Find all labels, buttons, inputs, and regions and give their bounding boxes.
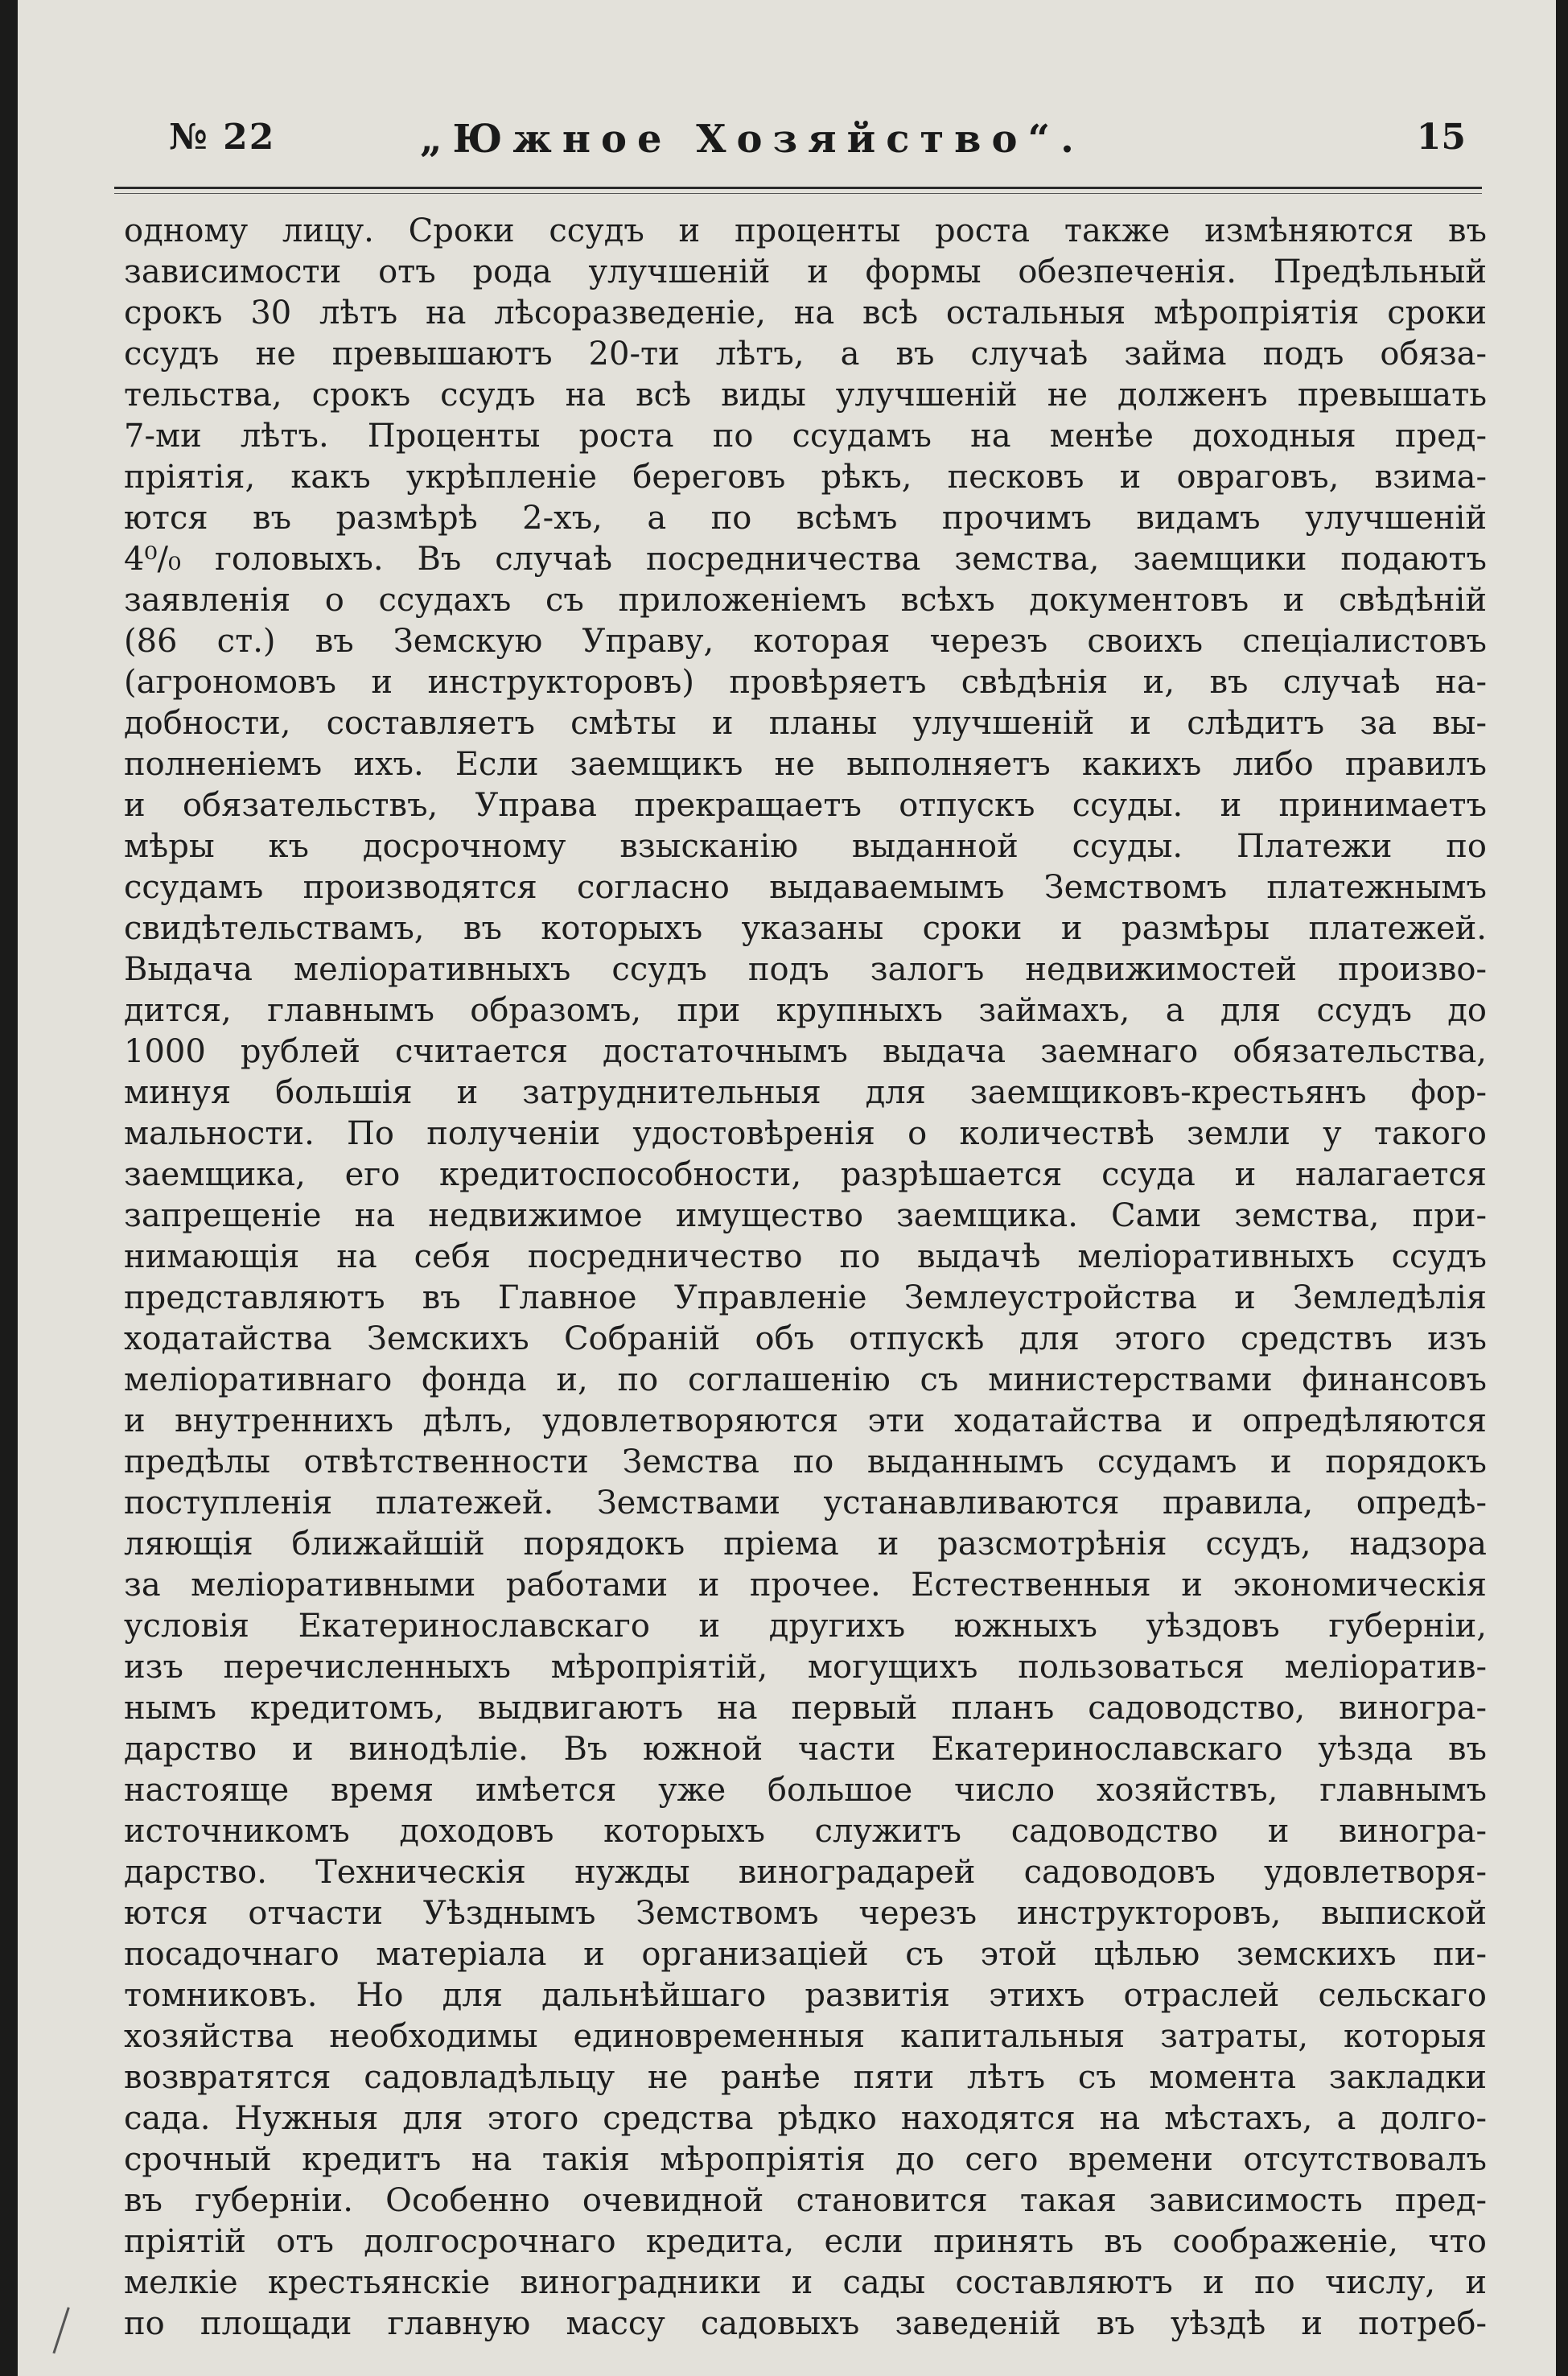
text-line: заявленія о ссудахъ съ приложеніемъ всѣхъ документовъ и свѣдѣній	[124, 582, 1487, 619]
text-line: представляютъ въ Главное Управленіе Землеустройства и Земледѣлія	[124, 1279, 1487, 1316]
text-line: ляющія ближайшій порядокъ пріема и разсмотрѣнія ссудъ, надзора	[124, 1526, 1487, 1563]
text-line: срокъ 30 лѣтъ на лѣсоразведеніе, на всѣ остальныя мѣропріятія сроки	[124, 294, 1487, 331]
text-line: по площади главную массу садовыхъ заведеній въ уѣздѣ и потреб-	[124, 2305, 1487, 2342]
text-line: источникомъ доходовъ которыхъ служитъ садоводство и виногра-	[124, 1813, 1487, 1850]
text-line: поступленія платежей. Земствами устанавливаются правила, опредѣ-	[124, 1484, 1487, 1522]
text-line: полненіемъ ихъ. Если заемщикъ не выполняетъ какихъ либо правилъ	[124, 746, 1487, 783]
text-line: одному лицу. Сроки ссудъ и проценты роста также измѣняются въ	[124, 212, 1487, 249]
book-page	[18, 0, 1556, 2376]
body-text	[124, 211, 1487, 2345]
text-line: нимающія на себя посредничество по выдачѣ меліоративныхъ ссудъ	[124, 1238, 1487, 1275]
text-line: мальности. По полученіи удостовѣренія о количествѣ земли у такого	[124, 1115, 1487, 1152]
text-line: добности, составляетъ смѣты и планы улучшеній и слѣдитъ за вы-	[124, 705, 1487, 742]
text-line: пріятія, какъ укрѣпленіе береговъ рѣкъ, песковъ и овраговъ, взима-	[124, 459, 1487, 496]
text-line: Выдача меліоративныхъ ссудъ подъ залогъ недвижимостей произво-	[124, 951, 1487, 988]
text-line: 7-ми лѣтъ. Проценты роста по ссудамъ на менѣе доходныя пред-	[124, 418, 1487, 455]
text-line: мѣры къ досрочному взысканію выданной ссуды. Платежи по	[124, 828, 1487, 865]
text-line: и внутреннихъ дѣлъ, удовлетворяются эти ходатайства и опредѣляются	[124, 1402, 1487, 1439]
text-line: ются въ размѣрѣ 2-хъ, а по всѣмъ прочимъ видамъ улучшеній	[124, 500, 1487, 537]
issue-number: № 22	[169, 117, 276, 158]
text-line: минуя большія и затруднительныя для заемщиковъ-крестьянъ фор-	[124, 1074, 1487, 1111]
text-line: ходатайства Земскихъ Собраній объ отпускѣ для этого средствъ изъ	[124, 1320, 1487, 1357]
text-line: мелкіе крестьянскіе виноградники и сады составляютъ и по числу, и	[124, 2264, 1487, 2301]
margin-mark	[52, 2307, 88, 2359]
text-line: свидѣтельствамъ, въ которыхъ указаны сроки и размѣры платежей.	[124, 910, 1487, 947]
text-line: срочный кредитъ на такія мѣропріятія до сего времени отсутствовалъ	[124, 2141, 1487, 2178]
text-line: ссудъ не превышаютъ 20-ти лѣтъ, а въ случаѣ займа подъ обяза-	[124, 336, 1487, 373]
text-line: хозяйства необходимы единовременныя капитальныя затраты, которыя	[124, 2018, 1487, 2055]
text-line: и обязательствъ, Управа прекращаетъ отпускъ ссуды. и принимаетъ	[124, 787, 1487, 824]
text-line: ссудамъ производятся согласно выдаваемымъ Земствомъ платежнымъ	[124, 869, 1487, 906]
text-line: дарство. Техническія нужды виноградарей садоводовъ удовлетворя-	[124, 1854, 1487, 1891]
text-line: дится, главнымъ образомъ, при крупныхъ займахъ, а для ссудъ до	[124, 992, 1487, 1029]
text-line: запрещеніе на недвижимое имущество заемщика. Сами земства, при-	[124, 1197, 1487, 1234]
text-line: сада. Нужныя для этого средства рѣдко находятся на мѣстахъ, а долго-	[124, 2100, 1487, 2137]
text-line: тельства, срокъ ссудъ на всѣ виды улучшеній не долженъ превышать	[124, 377, 1487, 414]
text-line: томниковъ. Но для дальнѣйшаго развитія этихъ отраслей сельскаго	[124, 1977, 1487, 2014]
header-rule-thin	[114, 193, 1482, 194]
page-number: 15	[1416, 117, 1466, 158]
text-line: 4⁰/₀ головыхъ. Въ случаѣ посредничества земства, заемщики подаютъ	[124, 541, 1487, 578]
text-line: въ губерніи. Особенно очевидной становится такая зависимость пред-	[124, 2182, 1487, 2219]
text-line: изъ перечисленныхъ мѣропріятій, могущихъ пользоваться меліоратив-	[124, 1649, 1487, 1686]
journal-title: „Южное Хозяйство“.	[420, 117, 1084, 162]
text-line: пріятій отъ долгосрочнаго кредита, если принять въ соображеніе, что	[124, 2223, 1487, 2260]
text-line: предѣлы отвѣтственности Земства по выданнымъ ссудамъ и порядокъ	[124, 1443, 1487, 1480]
text-line: (86 ст.) въ Земскую Управу, которая черезъ своихъ спеціалистовъ	[124, 623, 1487, 660]
running-header	[154, 117, 1482, 173]
text-line: дарство и винодѣліе. Въ южной части Екатеринославскаго уѣзда въ	[124, 1731, 1487, 1768]
text-line: ются отчасти Уѣзднымъ Земствомъ черезъ инструкторовъ, выпиской	[124, 1895, 1487, 1932]
text-line: условія Екатеринославскаго и другихъ южныхъ уѣздовъ губерніи,	[124, 1608, 1487, 1645]
text-line: возвратятся садовладѣльцу не ранѣе пяти лѣтъ съ момента закладки	[124, 2059, 1487, 2096]
text-line: (агрономовъ и инструкторовъ) провѣряетъ свѣдѣнія и, въ случаѣ на-	[124, 664, 1487, 701]
text-line: зависимости отъ рода улучшеній и формы обезпеченія. Предѣльный	[124, 253, 1487, 290]
text-line: 1000 рублей считается достаточнымъ выдача заемнаго обязательства,	[124, 1033, 1487, 1070]
text-line: за меліоративными работами и прочее. Естественныя и экономическія	[124, 1567, 1487, 1604]
text-line: посадочнаго матеріала и организаціей съ этой цѣлью земскихъ пи-	[124, 1936, 1487, 1973]
text-line: заемщика, его кредитоспособности, разрѣшается ссуда и налагается	[124, 1156, 1487, 1193]
text-line: меліоративнаго фонда и, по соглашенію съ министерствами финансовъ	[124, 1361, 1487, 1398]
text-line: настояще время имѣется уже большое число хозяйствъ, главнымъ	[124, 1772, 1487, 1809]
header-rule	[114, 187, 1482, 189]
text-line: нымъ кредитомъ, выдвигаютъ на первый планъ садоводство, виногра-	[124, 1690, 1487, 1727]
